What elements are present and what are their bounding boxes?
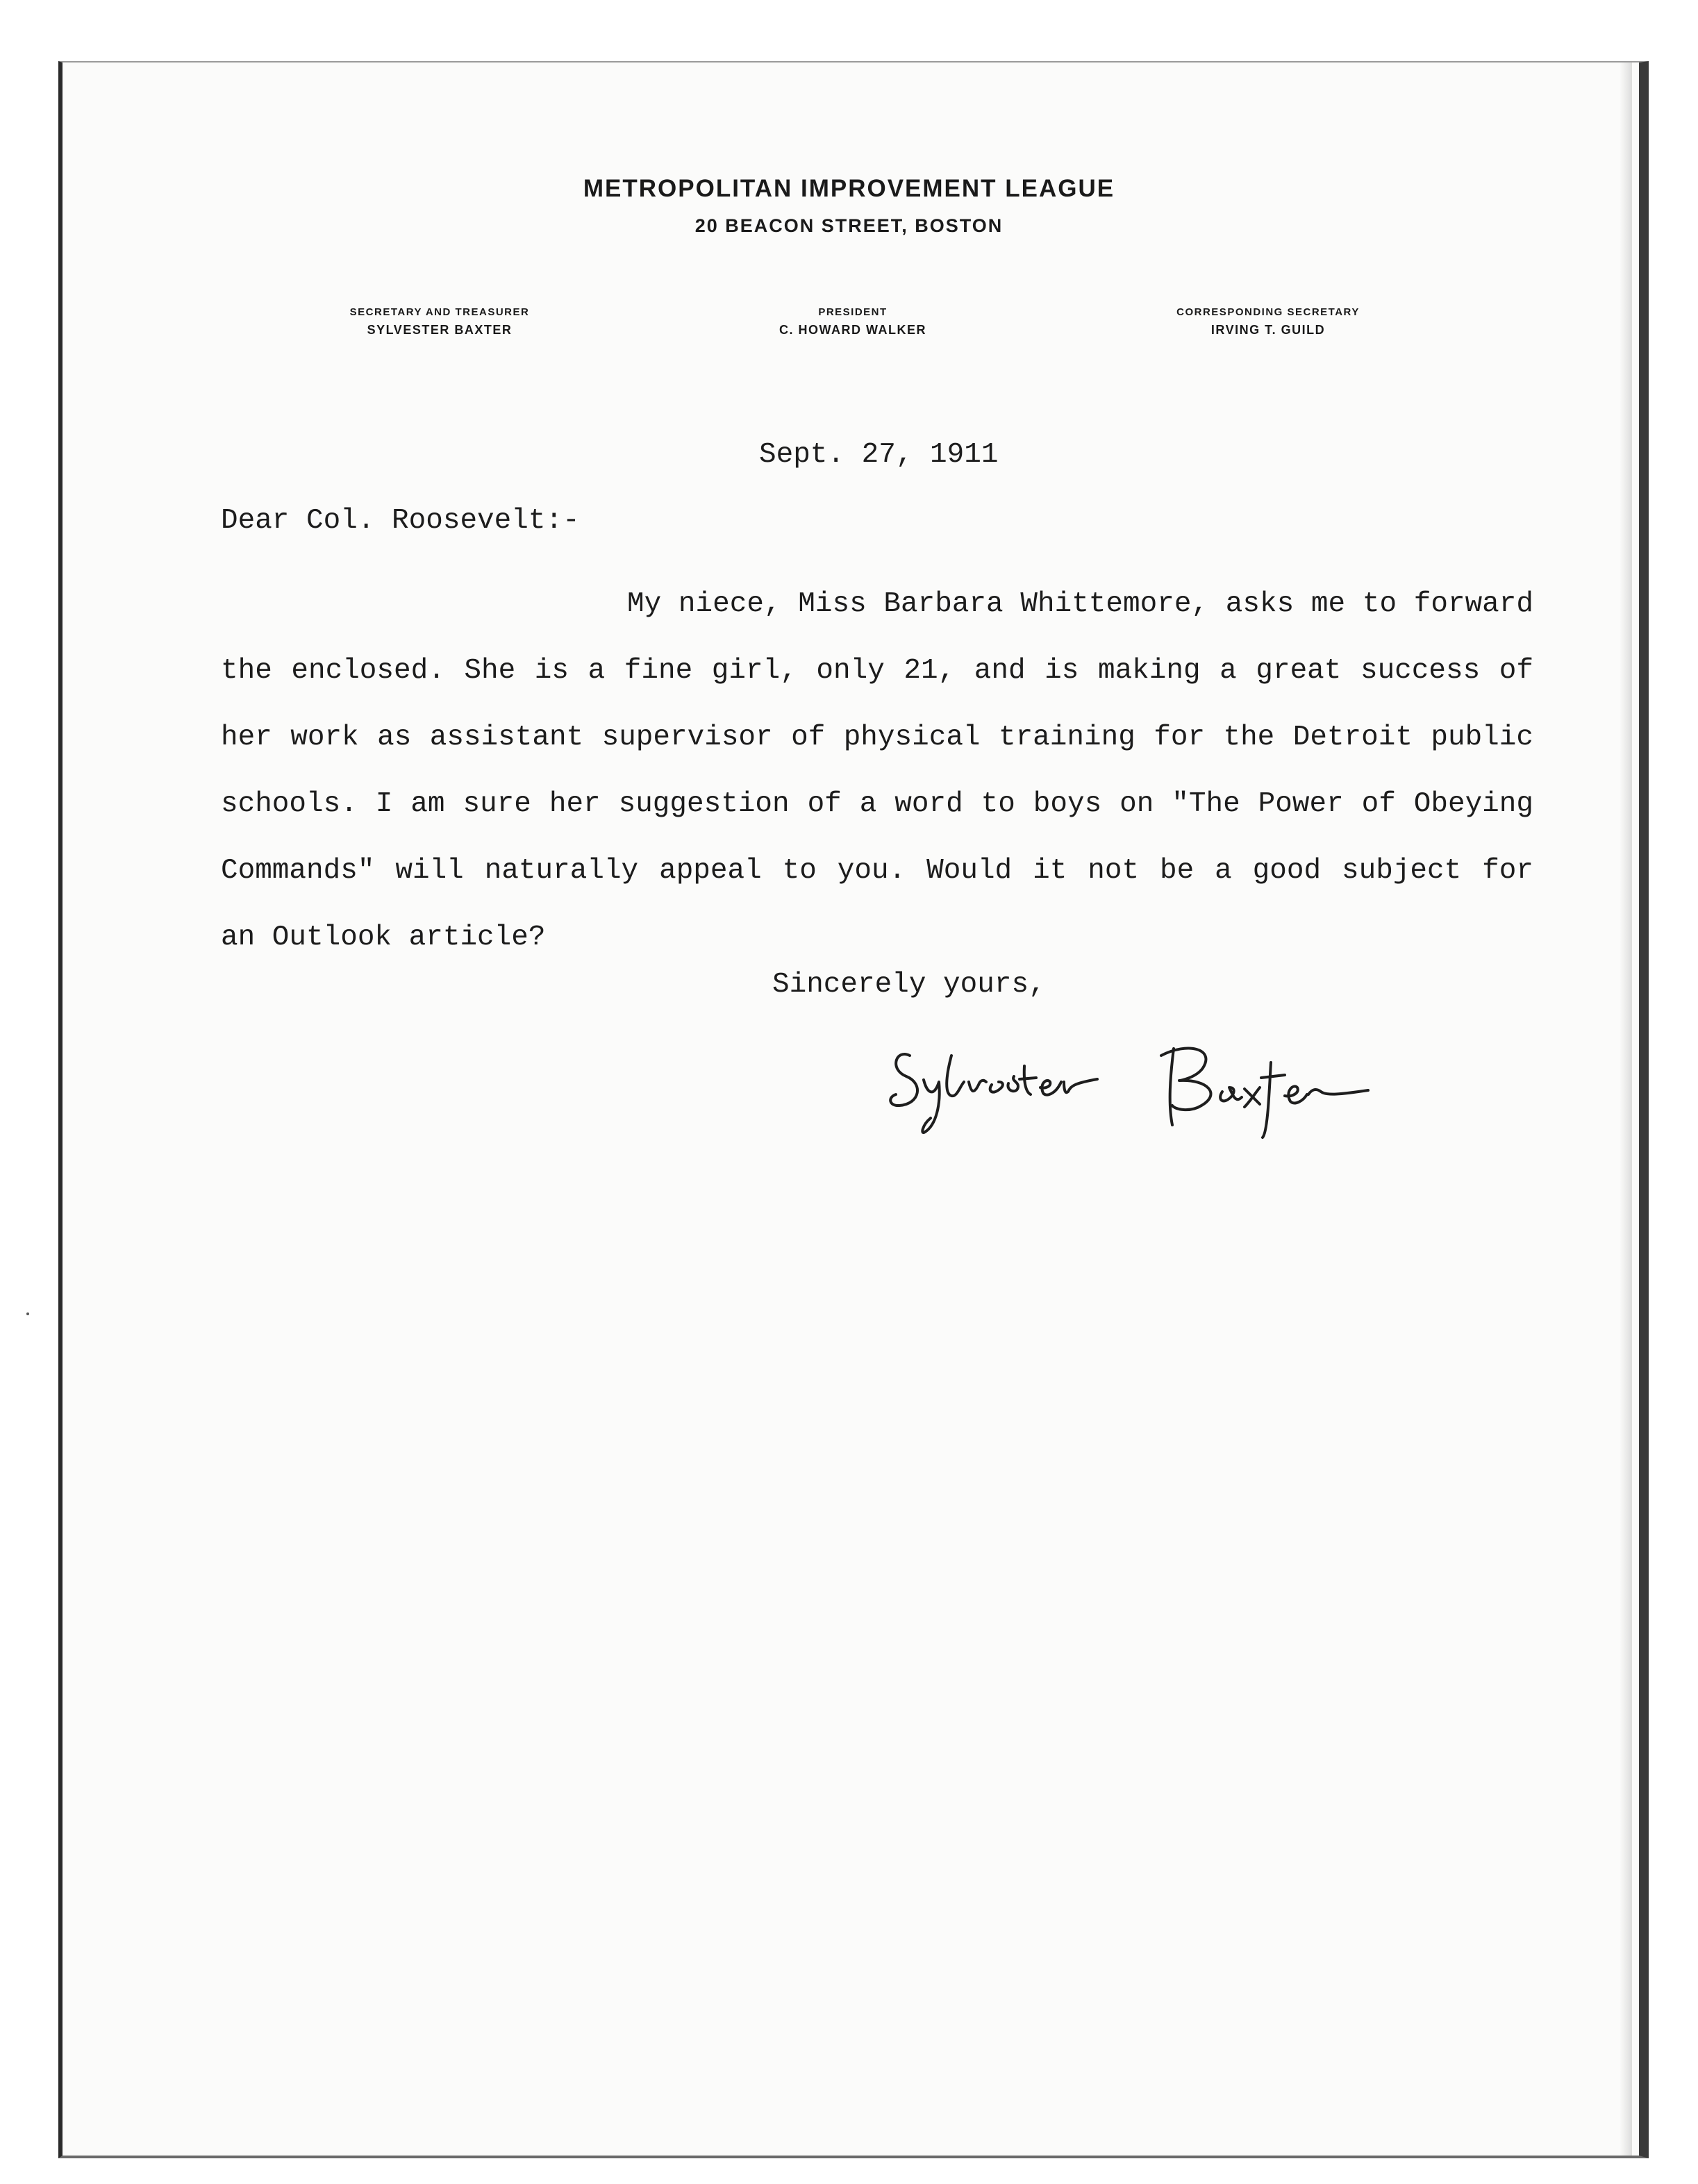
officer-secretary-treasurer: [259, 306, 620, 340]
officer-role: SECRETARY AND TREASURER: [349, 306, 530, 318]
handwritten-signature: [882, 1028, 1410, 1139]
organization-address: 20 BEACON STREET, BOSTON: [694, 215, 1004, 236]
scan-speck: [26, 1312, 29, 1315]
officer-role: CORRESPONDING SECRETARY: [1176, 306, 1360, 318]
letter-date: Sept. 27, 1911: [759, 439, 999, 471]
officer-president: [672, 306, 1033, 340]
officer-name: SYLVESTER BAXTER: [367, 323, 513, 337]
letter-salutation: Dear Col. Roosevelt:-: [221, 505, 580, 537]
officer-corresponding-secretary: [1088, 306, 1449, 340]
letter-sheet: [58, 61, 1649, 2158]
organization-name: METROPOLITAN IMPROVEMENT LEAGUE: [583, 175, 1115, 202]
letter-closing: Sincerely yours,: [772, 969, 1046, 1001]
officer-name: IRVING T. GUILD: [1210, 323, 1326, 337]
officer-name: C. HOWARD WALKER: [779, 323, 926, 337]
letter-body: My niece, Miss Barbara Whittemore, asks me to forward the enclosed. She is a fine girl, only 21, and is making a great success of her work as assistant supervisor of physical training for the Detroit public schools. I am sure her suggestion of a word to boys on "The Power of Obeying Commands" will naturally appeal to you. Would it not be a good subject for an Outlook article?: [221, 588, 1533, 953]
officer-role: PRESIDENT: [818, 306, 888, 318]
